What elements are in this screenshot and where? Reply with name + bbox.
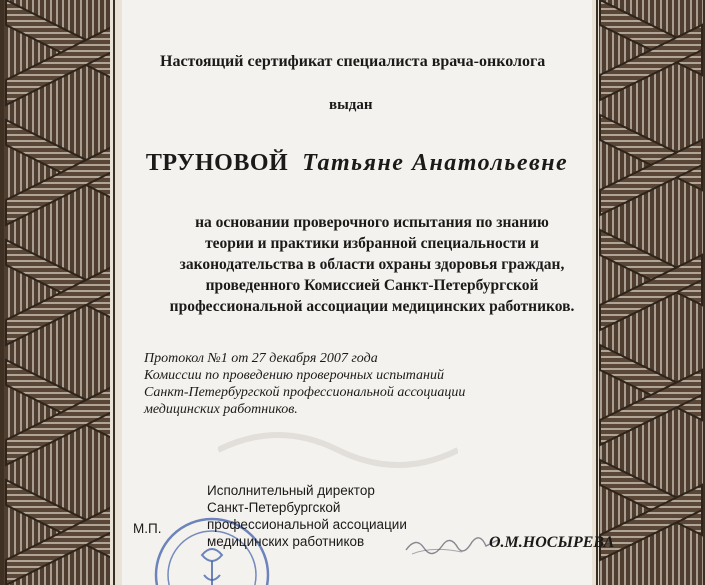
certificate-basis [122, 212, 622, 317]
seal-place-mark: М.П. [133, 521, 162, 536]
handwritten-signature [402, 526, 502, 562]
recipient-surname: ТРУНОВОЙ [145, 150, 289, 176]
recipient-given-names: Татьяне Анатольевне [302, 150, 569, 176]
basis-line: профессиональной ассоциации медицинских работников. [169, 298, 575, 315]
protocol-line: Протокол №1 от 27 декабря 2007 года [144, 351, 378, 366]
signatory-line: профессиональной ассоциации [207, 517, 407, 532]
signatory-title [207, 482, 407, 550]
basis-line: законодательства в области охраны здоровья граждан, [179, 256, 565, 273]
recipient-name [122, 150, 592, 177]
basis-line: проведенного Комиссией Санкт-Петербургской [205, 277, 539, 294]
signer-name: О.М.НОСЫРЕВА [489, 534, 615, 551]
signatory-line: медицинских работников [207, 534, 365, 549]
left-ornamental-border [0, 0, 122, 585]
faint-background-mark [218, 420, 458, 480]
protocol-reference [144, 350, 465, 418]
basis-line: на основании проверочного испытания по знанию [195, 214, 549, 231]
issued-label: выдан [329, 97, 373, 113]
protocol-line: медицинских работников. [144, 402, 298, 417]
protocol-line: Комиссии по проведению проверочных испытаний [144, 368, 444, 383]
signatory-line: Санкт-Петербургской [207, 500, 341, 515]
basis-line: теории и практики избранной специальности и [205, 235, 539, 252]
certificate-body [122, 0, 615, 585]
certificate-intro: Настоящий сертификат специалиста врача-онколога [160, 53, 546, 70]
signatory-line: Исполнительный директор [207, 483, 375, 498]
protocol-line: Санкт-Петербургской профессиональной ассоциации [144, 385, 466, 400]
